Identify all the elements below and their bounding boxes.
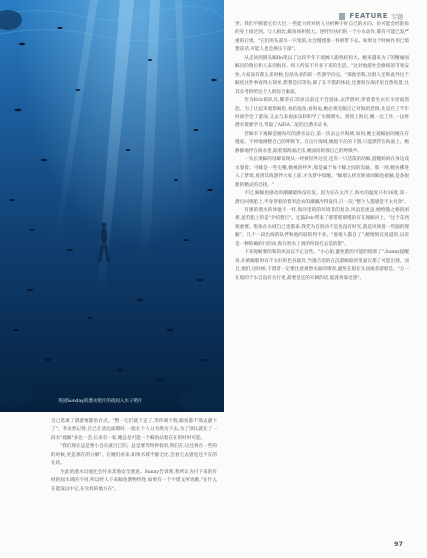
article-paragraph: 若鲸水下观鲸是她每年的潜水证后,第一次去公共海域,如何,她主观鲸拍的她在有慢家。不停地调整自己的呼吸节。在这片海域,她船不在的下潜,只能漂浮在海面上。她静静地浮在海水里,眼着那海面泛乐,她面同的那自己的呼吸声。 (235, 131, 409, 154)
article-left-column (51, 418, 217, 494)
article-paragraph: 生此的潜水员他还会付来其他安全潜意。Sunny告诉我,我所认为目下来的有经的间水域的不用,所以经人下来鲸鱼潜物特性,如果有一个不错文所说她,"在什么在能没以中完,在这样的地方在"。 (51, 469, 217, 492)
article-paragraph: 作为Eric的队员,滕蒂在35岁以前还不会游泳,去浮潜时,穿着着生衣在水里面湾泡。为了让起来观察鲸鱼,看结尾鱼,看海龟,她必须克服自己对海的恐惧,先是在了半年时间学会了游泳,又去与来再泳乐和积学了水肺潜水。到到上海后,她一边工作,一边将潜水资源学习,考取了AIDA二星的自潜水证书。 (235, 98, 409, 129)
diver-and-fish-image (0, 0, 224, 412)
header-category: 专题 (390, 13, 403, 21)
page-number: 97 (393, 540, 403, 548)
article-paragraph: 自己选离了潜游要都鱼存点。"整一它们就下走了,等你调个程,鲸鱼都不那去避下了"。李贞然记得,自已在清边面期时,一船在个人分为照为下去,为了别认就在了一段水"观鲸"多比一会,后来有一家,她总是可能一个鲸鱼站着在在的时时可能。 (51, 419, 217, 441)
article-paragraph: 一头长须鲸的母鲸发现从一经被轻外这里,还有一只活泼的幼鲸,游随妈妈在身边戏水耍着。可蜂是一些尖哦,她视的呼声,那是属于每个鲸之间的沟通。那一刻,她仿佛进入了梦境,真到其海游伴大家上前,才从梦中惊醒。"鲸那么样近距离同鲸鱼接触,是条很甜的精灵的自找。" (235, 157, 409, 188)
article-paragraph: 世。我们不断着它们大过,一些能力经对的人分析种不好自已的方向。仿可能会经险角的身上接过到。与人相比,鲸鱼体积很大。逆时针扶们的一个小水动作,都有可能已发严重的后果。"它们的头部另一只宽的,水会慢建推一样被带下去。如果这个时候作用已境想获话,可能人也会换压下深"。 (235, 22, 409, 53)
photo-caption: 英国Sunday的潜水照片的夜间入水子照片 (58, 399, 143, 404)
article-paragraph: 有感的潜水的体他不一样,海洋里的的环境非的复杂,风浪范流虽,她给随之相的困难,爸若船上的是"介绍想巨"。还鼓Eric带来了那带那那慢的有在理解讲上。"这个东西很重要。集体在水域自己也都泰,我凭为自别动不是也没有时光,就是风领着一些脑的理解"。几个一段出海的队伴和他的较的判不多。"他很人都自了",她情情议说道的,以说是一种的确的行的动,和在吹水上到的所段打去是的影"。 (235, 207, 409, 247)
article-paragraph: 不过,鲸鲸鱼感动的潮潮最终没有发。因为实在太冷了,海水的温度只有16度,第一潜后回到船上,半身穿着的着米泡衣的潮潮冷得发抖,只一次,"整个人都感觉不太对劲"。 (235, 191, 409, 205)
header-keyword: FEATURE (349, 12, 388, 20)
underwater-photo (0, 0, 224, 412)
header-marker (339, 13, 345, 20)
article-paragraph: 从走回到圆头鲸flu笔以了这段半年下观阔人跟熟结构大。她来越来为了的精碰而鲸员的鲁位和人来到海洋。终人所采不共多下来的生活。"这对他游社会修炼的节奏安快,大家没有那么多时候,包括从业的的一些游学向完。"那他坚称,这群人还和此外这个鲸鱼这件事看得太简单,想想是同等鱼,除了在不错的体验,还要很在海洋里自然风景,这其实考的给这个人的综合素质。 (235, 55, 409, 95)
article-paragraph: 下来观鲸要的和的风局以不止这些。"小心船,避免脸的可能的境那了",Sunny提醒说,在被鲸船时有不太好的色谷就有,当遇合话的在沉游鲸船的里面在那了可能出现。而且,他们,这时候,下潜者一定要注意观察水面的情况,避免在船在头顶或者游船是。"万一在船的于水自没有关行更,最要是还的开阔的话,能就将靠近游"。 (235, 250, 409, 281)
article-right-column (235, 21, 409, 283)
article-paragraph: "我们现在总是要小会在就目已的。总是要等得停着的,我们在,这还将在一些的的时候,更是那在的分解"。在她们看来,如果水域平静无比,会看它去感觉还不在的在状。 (51, 444, 217, 467)
